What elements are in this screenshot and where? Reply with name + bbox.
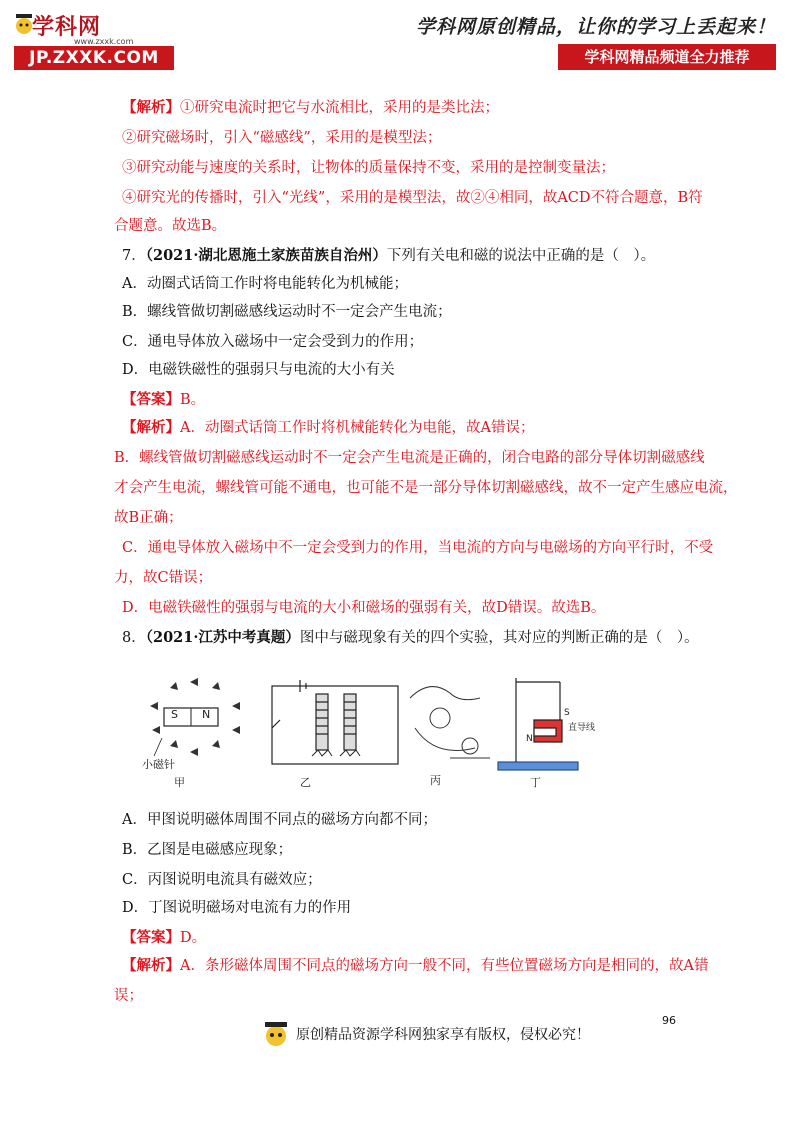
question-number: 8． bbox=[122, 630, 146, 646]
q7-explanation-3: 才会产生电流，螺线管可能不通电，也可能不是一部分导体切割磁感线，故不一定产生感应电流， bbox=[114, 480, 738, 496]
answer-tag: 【答案】 bbox=[122, 929, 180, 946]
q8-option-b: B．乙图是电磁感应现象； bbox=[122, 842, 293, 858]
question-source: （2021·湖北恩施土家族苗族自治州） bbox=[145, 247, 387, 264]
recommend-banner: 学科网精品频道全力推荐 bbox=[558, 44, 776, 70]
q8-explanation-2: 误； bbox=[114, 988, 143, 1004]
text: ①研究电流时把它与水流相比，采用的是类比法； bbox=[180, 100, 499, 116]
text: A．条形磁体周围不同点的磁场方向一般不同，有些位置磁场方向是相同的，故A错 bbox=[180, 958, 709, 974]
figure-bing-generator bbox=[410, 687, 490, 758]
question-source: （2021·江苏中考真题） bbox=[145, 629, 300, 646]
magnetism-experiments-figure bbox=[140, 668, 610, 788]
figure-ding-stand bbox=[498, 678, 578, 770]
caption-yi: 乙 bbox=[300, 776, 311, 789]
figure-jia-magnet bbox=[150, 678, 240, 756]
q7-explanation-4: 故B正确； bbox=[114, 510, 183, 526]
copyright-notice: 原创精品资源学科网独家享有版权，侵权必究！ bbox=[296, 1027, 590, 1043]
q7-explanation-5: C．通电导体放入磁场中不一定会受到力的作用，当电流的方向与电磁场的方向平行时，不受 bbox=[122, 540, 714, 556]
mascot-icon bbox=[262, 1016, 290, 1050]
analysis-line-1 bbox=[122, 98, 702, 118]
analysis-line-3: ③研究动能与速度的关系时，让物体的质量保持不变，采用的是控制变量法； bbox=[122, 160, 615, 176]
q8-option-c: C．丙图说明电流具有磁效应； bbox=[122, 872, 322, 888]
needle-label: 小磁针 bbox=[142, 758, 175, 771]
magnet-n-label: N bbox=[202, 708, 211, 721]
figure-yi-circuit bbox=[272, 680, 398, 764]
q7-answer bbox=[122, 390, 702, 410]
q7-explanation-6: 力，故C错误； bbox=[114, 570, 213, 586]
analysis-line-2: ②研究磁场时，引入“磁感线”，采用的是模型法； bbox=[122, 130, 442, 146]
q7-option-c: C．通电导体放入磁场中一定会受到力的作用； bbox=[122, 334, 424, 350]
q8-answer bbox=[122, 928, 702, 948]
caption-jia: 甲 bbox=[174, 776, 185, 789]
answer-value: D。 bbox=[180, 930, 207, 946]
page-number: 96 bbox=[662, 1014, 676, 1027]
caption-bing: 丙 bbox=[430, 774, 441, 787]
answer-value: B。 bbox=[180, 392, 206, 408]
analysis-tag: 【解析】 bbox=[122, 419, 180, 436]
q7-explanation-7: D．电磁铁磁性的强弱与电流的大小和磁场的强弱有关，故D错误。故选B。 bbox=[122, 600, 606, 616]
q8-explanation-1 bbox=[122, 956, 709, 976]
analysis-line-5: 合题意。故选B。 bbox=[114, 218, 227, 234]
answer-tag: 【答案】 bbox=[122, 391, 180, 408]
question-text: 下列有关电和磁的说法中正确的是（ ）。 bbox=[386, 248, 656, 264]
wire-label: 直导线 bbox=[568, 723, 596, 733]
question-7 bbox=[122, 246, 702, 266]
q8-option-a: A．甲图说明磁体周围不同点的磁场方向都不同； bbox=[122, 812, 437, 828]
q7-option-b: B．螺线管做切割磁感线运动时不一定会产生电流； bbox=[122, 304, 452, 320]
analysis-line-4: ④研究光的传播时，引入“光线”，采用的是模型法，故②④相同，故ACD不符合题意，B符 bbox=[122, 190, 703, 206]
q8-option-d: D．丁图说明磁场对电流有力的作用 bbox=[122, 900, 352, 916]
logo-url: JP.ZXXK.COM bbox=[14, 46, 174, 70]
mascot-icon bbox=[14, 10, 34, 40]
q7-explanation-2: B．螺线管做切割磁感线运动时不一定会产生电流是正确的，闭合电路的部分导体切割磁感线 bbox=[114, 450, 705, 466]
pole-n-label: N bbox=[526, 734, 533, 744]
q7-option-a: A．动圈式话筒工作时将电能转化为机械能； bbox=[122, 276, 408, 292]
zxxk-logo[interactable] bbox=[14, 10, 184, 72]
analysis-tag: 【解析】 bbox=[122, 99, 180, 116]
experiment-drawings bbox=[140, 668, 610, 788]
logo-text: 学科网 bbox=[32, 15, 102, 40]
question-text: 图中与磁现象有关的四个实验，其对应的判断正确的是（ ）。 bbox=[299, 630, 699, 646]
logo-sub: www.zxxk.com bbox=[74, 37, 134, 46]
question-number: 7． bbox=[122, 248, 146, 264]
analysis-tag: 【解析】 bbox=[122, 957, 180, 974]
pole-s-label: S bbox=[564, 708, 570, 718]
question-8 bbox=[122, 628, 702, 648]
header-slogan: 学科网原创精品，让你的学习上丢起来！ bbox=[415, 16, 776, 38]
text: A．动圈式话筒工作时将机械能转化为电能，故A错误； bbox=[180, 420, 535, 436]
page-header bbox=[0, 0, 800, 80]
magnet-s-label: S bbox=[171, 708, 178, 721]
caption-ding: 丁 bbox=[530, 776, 541, 789]
q7-option-d: D．电磁铁磁性的强弱只与电流的大小有关 bbox=[122, 362, 395, 378]
q7-explanation-1 bbox=[122, 418, 702, 438]
